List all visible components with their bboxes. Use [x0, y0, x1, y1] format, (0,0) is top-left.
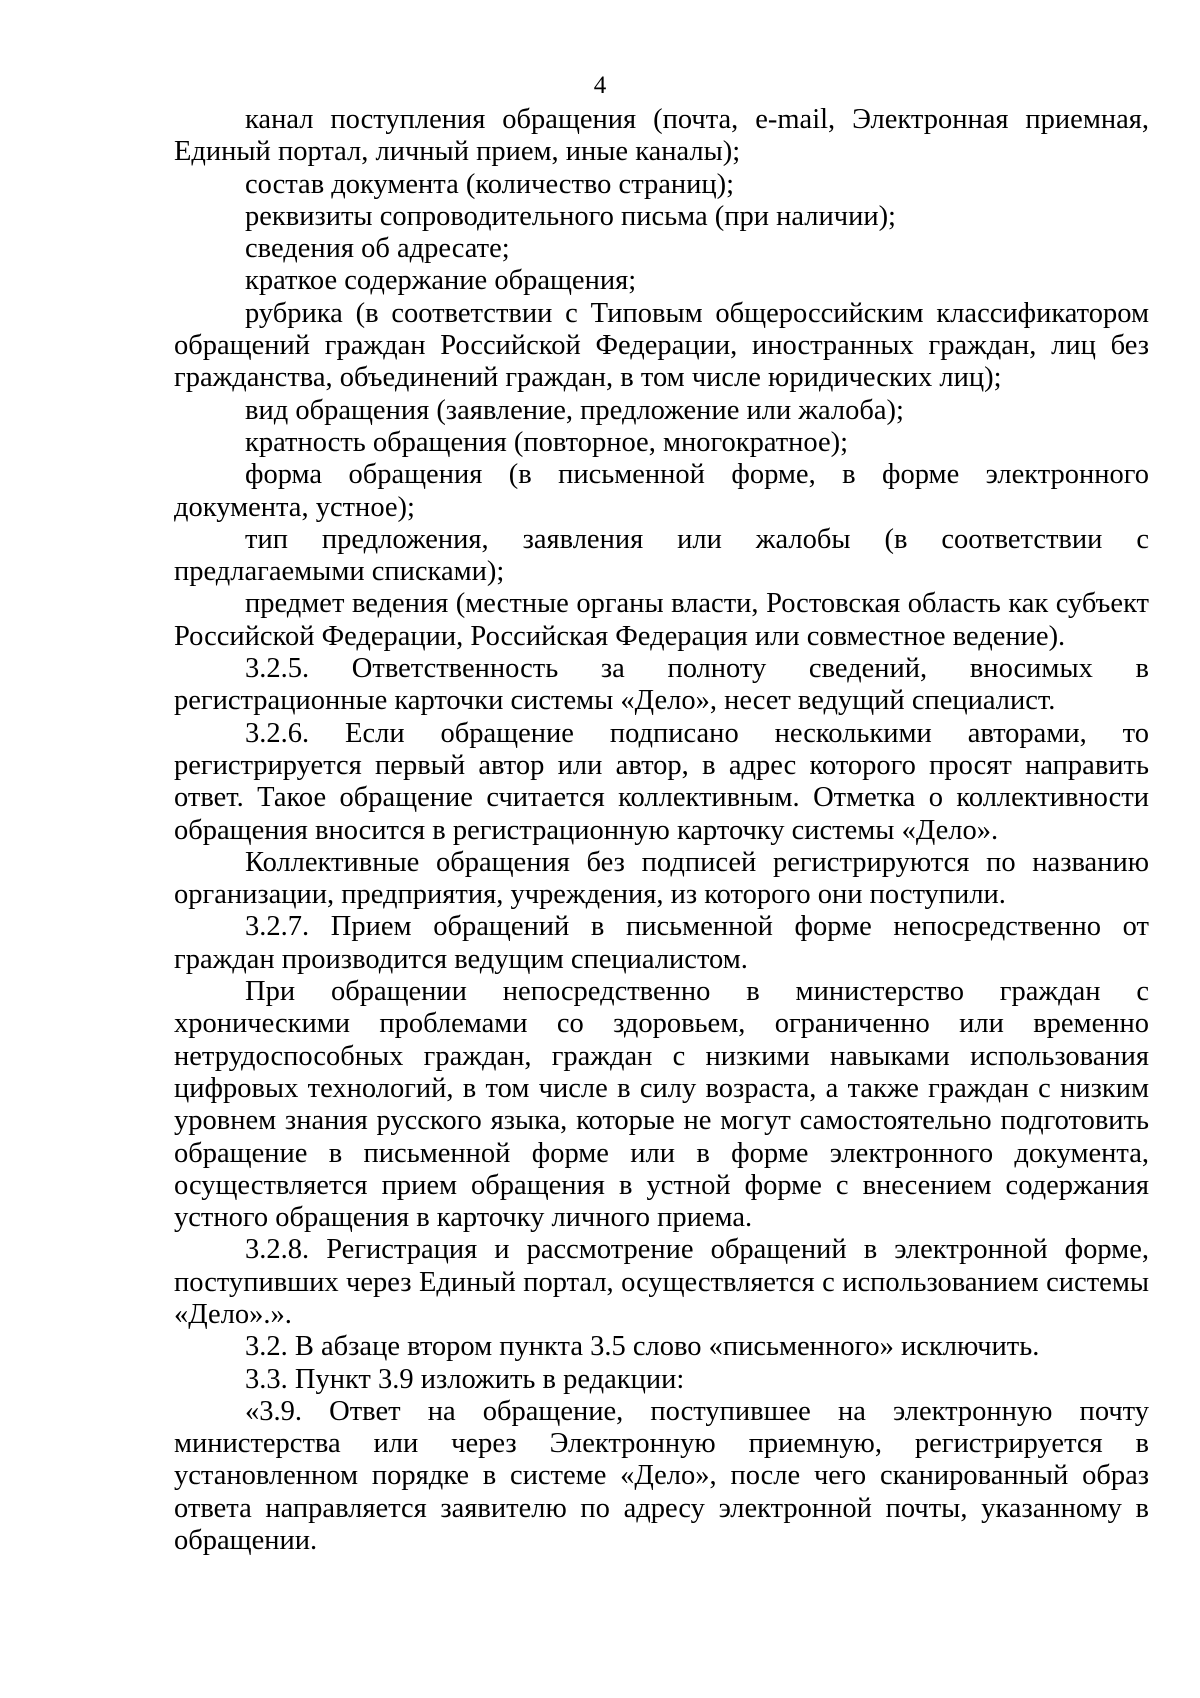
paragraph: рубрика (в соответствии с Типовым общероссийским классификатором обращений граждан Российской Федерации, иностранных граждан, лиц без гражданства, объединений граждан, в том числе юридических лиц); — [174, 297, 1149, 394]
paragraph: канал поступления обращения (почта, e-mail, Электронная приемная, Единый портал, личный прием, иные каналы); — [174, 104, 1149, 168]
document-body — [174, 104, 1149, 1557]
page-number: 4 — [593, 72, 607, 99]
paragraph: Коллективные обращения без подписей регистрируются по названию организации, предприятия, учреждения, из которого они поступили. — [174, 846, 1149, 911]
paragraph: При обращении непосредственно в министерство граждан с хроническими проблемами со здоровьем, ограниченно или временно нетрудоспособных граждан, граждан с низкими навыками использования цифровых технологий, в том числе в силу возраста, а также граждан с низким уровнем знания русского языка, которые не могут самостоятельно подготовить обращение в письменной форме или в форме электронного документа, осуществляется прием обращения в устной форме с внесением содержания устного обращения в карточку личного приема. — [174, 976, 1149, 1234]
paragraph: 3.3. Пункт 3.9 изложить в редакции: — [245, 1363, 685, 1395]
paragraph: вид обращения (заявление, предложение или жалоба); — [245, 394, 904, 426]
paragraph: тип предложения, заявления или жалобы (в соответствии с предлагаемыми списками); — [174, 523, 1149, 588]
paragraph: краткое содержание обращения; — [245, 265, 637, 297]
paragraph: «3.9. Ответ на обращение, поступившее на электронную почту министерства или через Электронную приемную, регистрируется в установленном порядке в системе «Дело», после чего сканированный образ ответа направляется заявителю по адресу электронной почты, указанному в обращении. — [174, 1395, 1149, 1557]
paragraph: состав документа (количество страниц); — [245, 168, 735, 200]
paragraph: сведения об адресате; — [245, 233, 510, 265]
paragraph: 3.2.6. Если обращение подписано несколькими авторами, то регистрируется первый автор или автор, в адрес которого просят направить ответ. Такое обращение считается коллективным. Отметка о коллективности обращения вносится в регистрационную карточку системы «Дело». — [174, 717, 1149, 846]
paragraph: 3.2.7. Прием обращений в письменной форме непосредственно от граждан производится ведущим специалистом. — [174, 911, 1149, 975]
paragraph: предмет ведения (местные органы власти, Ростовская область как субъект Российской Федерации, Российская Федерация или совместное ведение). — [174, 588, 1149, 652]
paragraph: 3.2.5. Ответственность за полноту сведений, вносимых в регистрационные карточки системы «Дело», несет ведущий специалист. — [174, 653, 1149, 717]
paragraph: реквизиты сопроводительного письма (при наличии); — [245, 200, 896, 232]
paragraph: 3.2.8. Регистрация и рассмотрение обращений в электронной форме, поступивших через Единый портал, осуществляется с использованием системы «Дело».». — [174, 1234, 1149, 1330]
paragraph: 3.2. В абзаце втором пункта 3.5 слово «письменного» исключить. — [245, 1331, 1040, 1363]
paragraph: форма обращения (в письменной форме, в форме электронного документа, устное); — [174, 459, 1149, 523]
paragraph: кратность обращения (повторное, многократное); — [245, 426, 849, 458]
